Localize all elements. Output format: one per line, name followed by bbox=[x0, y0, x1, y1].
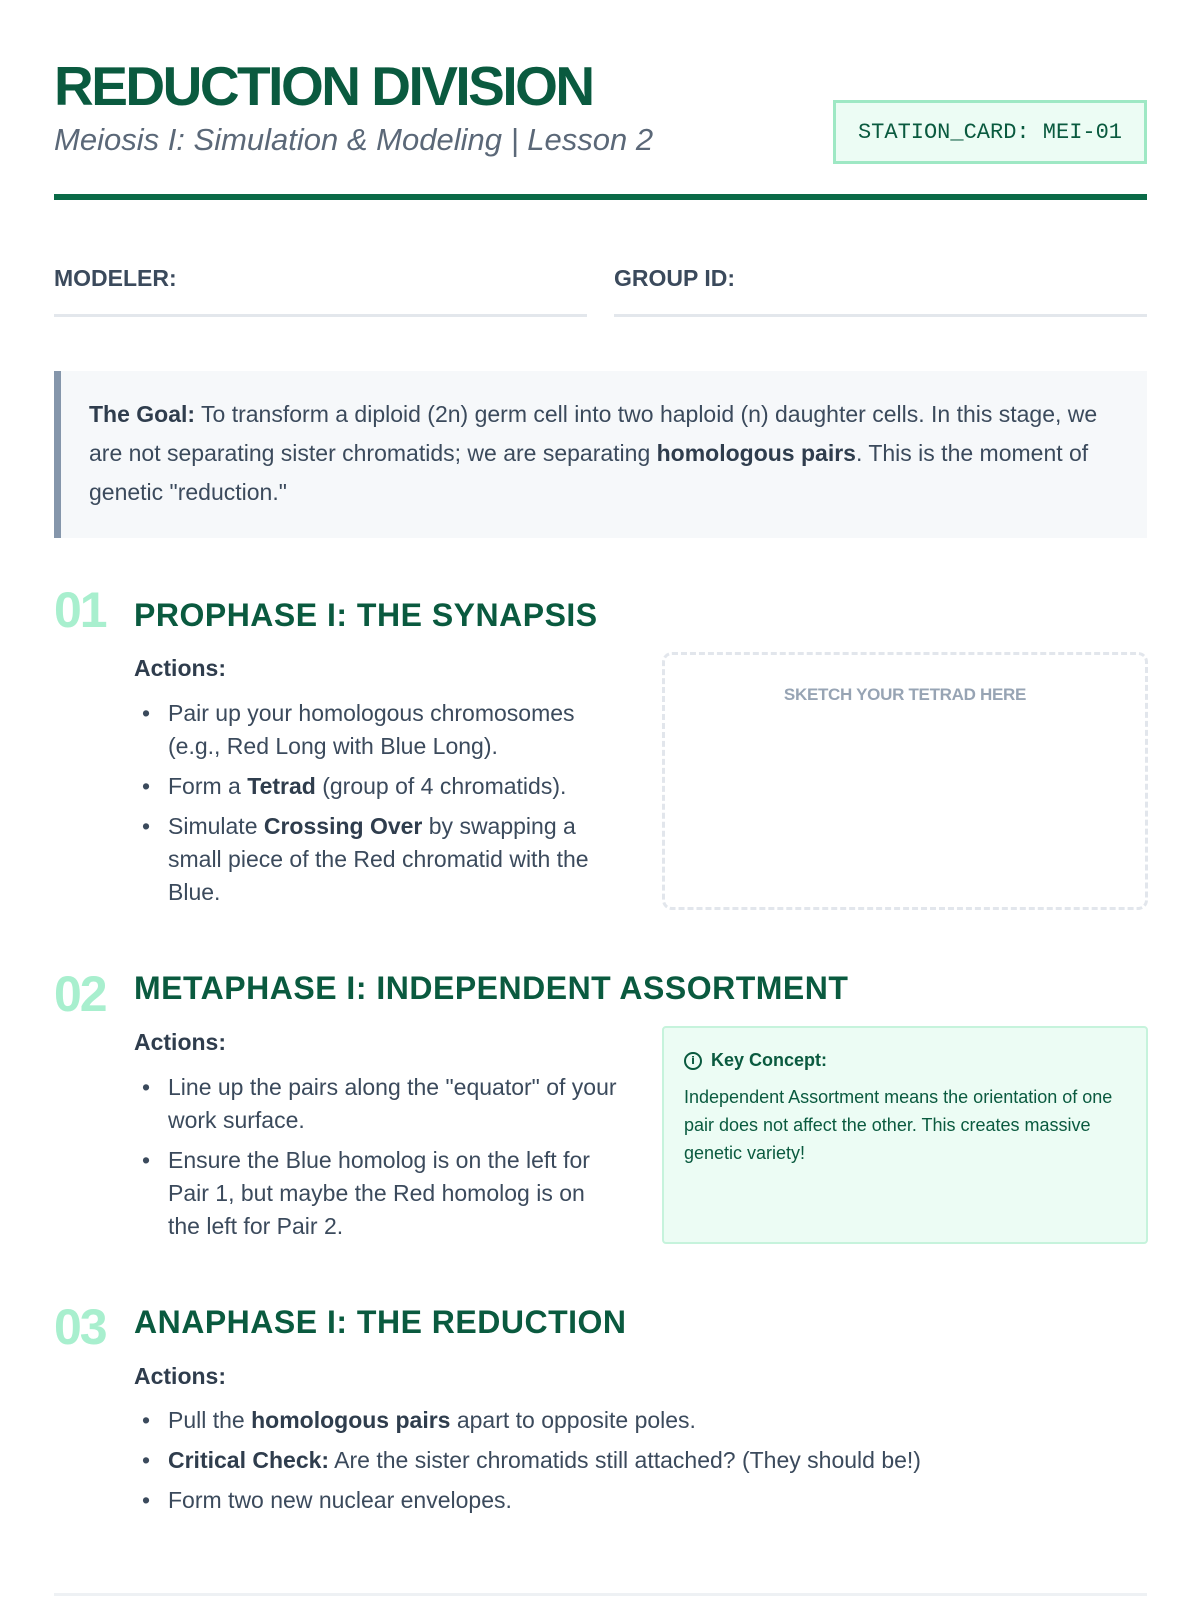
actions-label: Actions: bbox=[134, 655, 226, 681]
list-item: • Simulate Crossing Over by swapping a small piece of the Red chromatid with the Blue. bbox=[134, 810, 622, 909]
info-icon: i bbox=[684, 1052, 702, 1070]
group-id-field[interactable] bbox=[614, 265, 1147, 317]
section-title-prophase: PROPHASE I: THE SYNAPSIS bbox=[134, 597, 598, 633]
section-number-03: 03 bbox=[54, 1299, 106, 1355]
sketch-label: SKETCH YOUR TETRAD HERE bbox=[783, 685, 1027, 704]
goal-text-2: . This is the moment of genetic "reduction." bbox=[89, 440, 1089, 505]
page-header bbox=[54, 56, 1147, 202]
prophase-action-list bbox=[134, 697, 622, 916]
section-title-anaphase: ANAPHASE I: THE REDUCTION bbox=[134, 1304, 627, 1340]
list-item: • Critical Check: Are the sister chromatids still attached? (They should be!) bbox=[134, 1444, 1134, 1477]
list-item: • Pull the homologous pairs apart to opposite poles. bbox=[134, 1404, 1134, 1437]
page-title: REDUCTION DIVISION bbox=[54, 55, 593, 117]
list-item: • Pair up your homologous chromosomes (e.g., Red Long with Blue Long). bbox=[134, 697, 622, 763]
list-item: • Line up the pairs along the "equator" of your work surface. bbox=[134, 1071, 622, 1137]
modeler-label: MODELER: bbox=[54, 265, 177, 291]
anaphase-action-list bbox=[134, 1404, 1134, 1524]
key-concept-box bbox=[662, 1026, 1148, 1244]
modeler-field[interactable] bbox=[54, 265, 587, 317]
metaphase-action-list bbox=[134, 1071, 622, 1250]
tetrad-sketch-area[interactable] bbox=[662, 652, 1148, 910]
key-concept-title: Key Concept: bbox=[711, 1050, 828, 1070]
goal-callout bbox=[54, 371, 1147, 538]
section-number-01: 01 bbox=[54, 582, 106, 638]
header-rule bbox=[54, 194, 1147, 200]
footer-divider bbox=[54, 1593, 1147, 1596]
section-number-02: 02 bbox=[54, 966, 106, 1022]
page-subtitle: Meiosis I: Simulation & Modeling | Lesson 2 bbox=[54, 122, 654, 157]
list-item: • Form a Tetrad (group of 4 chromatids). bbox=[134, 770, 622, 803]
list-item: • Form two new nuclear envelopes. bbox=[134, 1484, 1134, 1517]
group-id-label: GROUP ID: bbox=[614, 265, 735, 291]
goal-label: The Goal: bbox=[89, 401, 196, 427]
station-card-badge: STATION_CARD: MEI-01 bbox=[833, 100, 1147, 164]
actions-label: Actions: bbox=[134, 1363, 226, 1389]
goal-text-1: To transform a diploid (2n) germ cell into two haploid (n) daughter cells. In this stage, we are not separating sister chromatids; we are separating bbox=[89, 401, 1098, 466]
list-item: • Ensure the Blue homolog is on the left for Pair 1, but maybe the Red homolog is on the left for Pair 2. bbox=[134, 1144, 622, 1243]
goal-bold-term: homologous pairs bbox=[656, 440, 856, 466]
key-concept-text: Independent Assortment means the orientation of one pair does not affect the other. This creates massive genetic variety! bbox=[684, 1087, 1113, 1163]
actions-label: Actions: bbox=[134, 1029, 226, 1055]
section-title-metaphase: METAPHASE I: INDEPENDENT ASSORTMENT bbox=[134, 970, 849, 1006]
